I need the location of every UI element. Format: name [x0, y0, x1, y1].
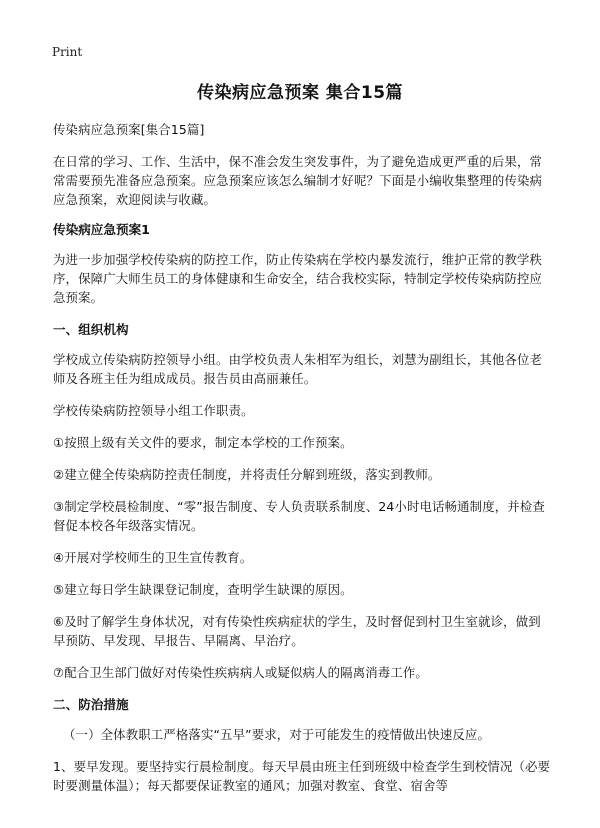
duty-item: ③制定学校晨检制度、“零”报告制度、专人负责联系制度、24小时电话畅通制度，并检查督促本校各年级落实情况。 [53, 499, 545, 533]
duties-intro-paragraph: 学校传染病防控领导小组工作职责。 [53, 403, 254, 418]
page-title: 传染病应急预案 集合15篇 [196, 83, 404, 103]
section-heading-organization: 一、组织机构 [53, 322, 129, 337]
duty-item: ④开展对学校师生的卫生宣传教育。 [53, 550, 253, 565]
organization-paragraph: 学校成立传染病防控领导小组。由学校负责人朱相军为组长，刘慧为副组长，其他各位老师及各班主任为组成成员。报告员由高丽兼任。 [53, 352, 543, 386]
section-heading-measures: 二、防治措施 [53, 697, 129, 712]
document-body [53, 120, 553, 795]
measures-paragraph: （一）全体教职工严格落实“五早”要求，对于可能发生的疫情做出快速反应。 [63, 727, 490, 742]
duty-item: ①按照上级有关文件的要求，制定本学校的工作预案。 [53, 435, 353, 450]
document-subtitle: 传染病应急预案[集合15篇] [53, 122, 205, 137]
intro-paragraph: 在日常的学习、工作、生活中，保不准会发生突发事件，为了避免造成更严重的后果，常常需要预先准备应急预案。应急预案应该怎么编制才好呢？下面是小编收集整理的传染病应急预案，欢迎阅读与收藏。 [53, 154, 543, 207]
section1-intro-paragraph: 为进一步加强学校传染病的防控工作，防止传染病在学校内暴发流行，维护正常的教学秩序，保障广大师生员工的身体健康和生命安全，结合我校实际，特制定学校传染病防控应急预案。 [53, 252, 543, 305]
print-link[interactable]: Print [52, 45, 83, 59]
measures-detail-paragraph: 1、要早发现。要坚持实行晨检制度。每天早晨由班主任到班级中检查学生到校情况（必要时要测量体温）；每天都要保证教室的通风；加强对教室、食堂、宿舍等 [53, 759, 551, 793]
duty-item: ⑤建立每日学生缺课登记制度，查明学生缺课的原因。 [53, 582, 353, 597]
duty-item: ②建立健全传染病防控责任制度，并将责任分解到班级，落实到教师。 [53, 467, 441, 482]
section-heading-plan1: 传染病应急预案1 [53, 222, 150, 237]
duty-item: ⑥及时了解学生身体状况，对有传染性疾病症状的学生，及时督促到村卫生室就诊，做到早预防、早发现、早报告、早隔离、早治疗。 [53, 614, 541, 648]
duty-item: ⑦配合卫生部门做好对传染性疾病病人或疑似病人的隔离消毒工作。 [53, 665, 428, 680]
